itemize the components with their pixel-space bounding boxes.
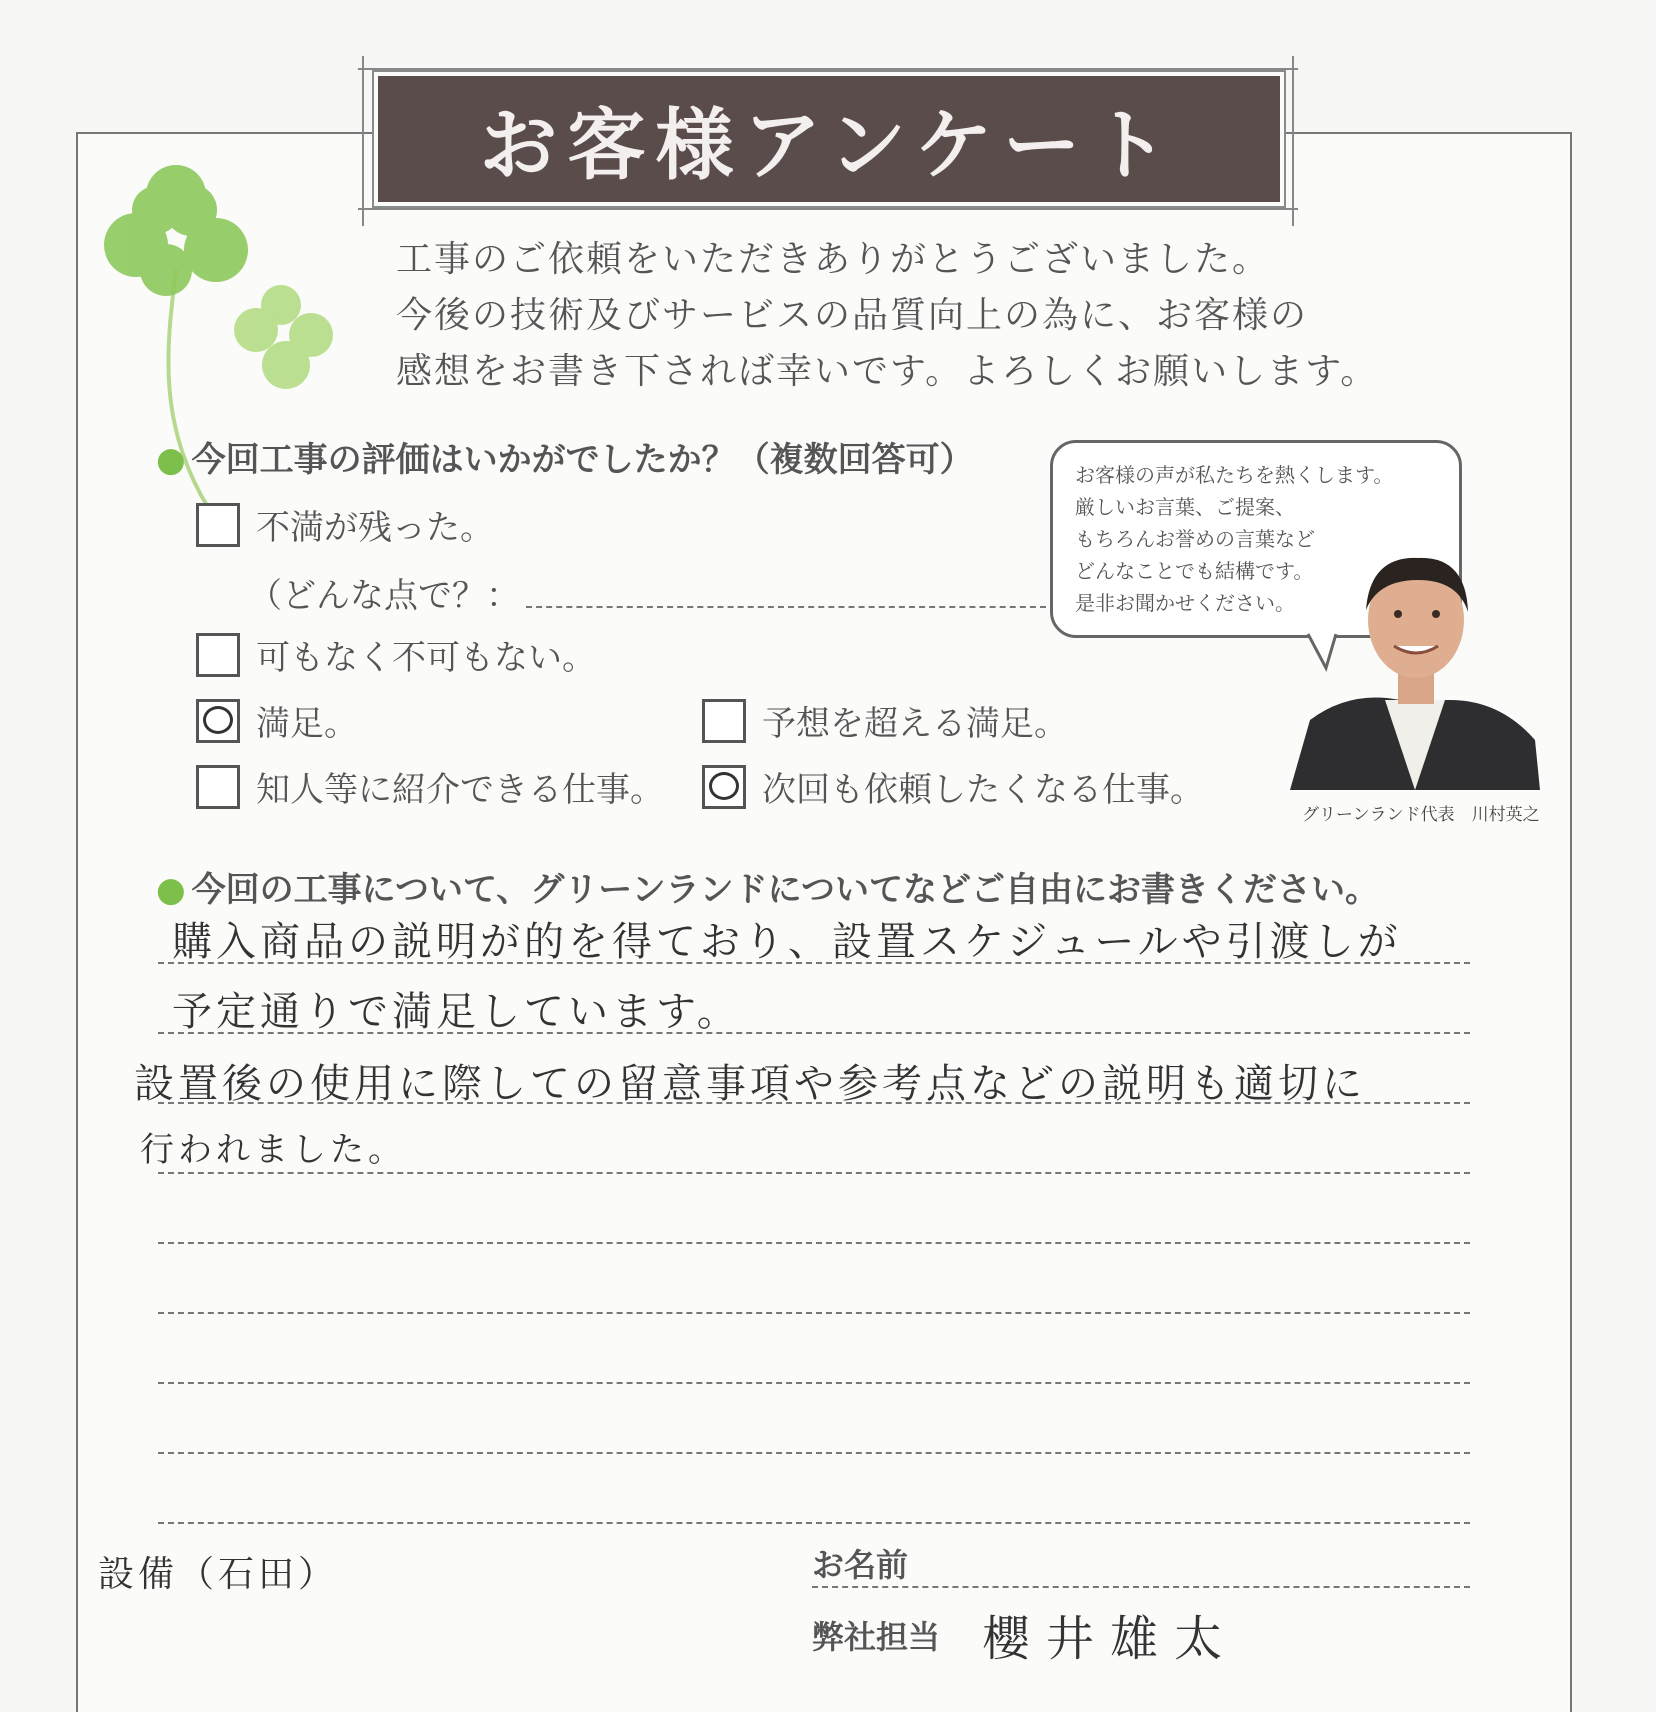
register-line-right: [1292, 56, 1294, 226]
option-label: 不満が残った。: [256, 508, 494, 548]
option-label: 知人等に紹介できる仕事。: [256, 770, 664, 810]
bullet-icon: ●: [156, 870, 186, 910]
register-line-bottom: [358, 208, 1298, 210]
question-1-text: 今回工事の評価はいかがでしたか？（複数回答可）: [191, 440, 974, 480]
hand-drawn-circle-icon: [709, 772, 739, 800]
detail-line: [248, 568, 1090, 617]
checkbox[interactable]: [196, 503, 240, 547]
hand-drawn-circle-icon: [203, 706, 233, 734]
intro-text: [396, 232, 1378, 400]
answer-line: [158, 1522, 1470, 1524]
handwritten-answer-line: 行われました。: [140, 1130, 406, 1170]
staff-name: 櫻井雄太: [982, 1611, 1239, 1667]
option-dissatisfied[interactable]: [196, 500, 494, 549]
answer-line: [158, 1172, 1470, 1174]
option-label: 満足。: [256, 704, 358, 744]
checkbox-checked[interactable]: [702, 765, 746, 809]
answer-line: [158, 1452, 1470, 1454]
checkbox[interactable]: [702, 699, 746, 743]
detail-input-line[interactable]: [526, 606, 1046, 608]
question-1-heading: [156, 432, 974, 481]
option-request-again[interactable]: [702, 762, 1204, 811]
option-satisfied[interactable]: [196, 696, 358, 745]
register-line-left: [362, 56, 364, 226]
detail-open-label: （どんな点で？：: [248, 576, 520, 616]
handwritten-answer-line: 予定通りで満足しています。: [172, 989, 741, 1035]
bubble-line: どんなことでも結構です。: [1075, 559, 1314, 583]
bubble-line: 厳しいお言葉、ご提案、: [1075, 495, 1295, 519]
question-2-text: 今回の工事について、グリーンランドについてなどご自由にお書きください。: [191, 870, 1379, 910]
answer-line: [158, 1312, 1470, 1314]
survey-title: お客様アンケート: [479, 101, 1179, 191]
staff-label: 弊社担当: [812, 1618, 941, 1656]
register-line-top: [358, 68, 1298, 70]
checkbox-checked[interactable]: [196, 699, 240, 743]
intro-line: 今後の技術及びサービスの品質向上の為に、お客様の: [396, 295, 1309, 336]
option-beyond-expectations[interactable]: [702, 696, 1068, 745]
question-2-heading: [156, 862, 1379, 911]
option-neutral[interactable]: [196, 630, 596, 679]
checkbox[interactable]: [196, 765, 240, 809]
name-label: お名前: [812, 1546, 909, 1584]
handwritten-answer-line: 設置後の使用に際しての留意事項や参考点などの説明も適切に: [134, 1061, 1366, 1107]
checkbox[interactable]: [196, 633, 240, 677]
option-recommendable[interactable]: [196, 762, 664, 811]
bullet-icon: ●: [156, 440, 186, 480]
intro-line: 感想をお書き下されば幸いです。よろしくお願いします。: [396, 351, 1379, 392]
answer-line: [158, 1242, 1470, 1244]
name-line[interactable]: [812, 1586, 1470, 1588]
intro-line: 工事のご依頼をいただきありがとうございました。: [396, 239, 1271, 280]
department-note: 設備（石田）: [98, 1554, 339, 1595]
bubble-line: 是非お聞かせください。: [1075, 591, 1295, 615]
option-label: 予想を超える満足。: [762, 704, 1068, 744]
representative-caption: グリーンランド代表 川村英之: [1302, 805, 1540, 825]
option-label: 可もなく不可もない。: [256, 638, 596, 678]
representative-photo: [1290, 550, 1540, 790]
bubble-line: お客様の声が私たちを熱くします。: [1075, 463, 1394, 487]
survey-title-banner: [378, 76, 1280, 202]
bubble-line: もちろんお誉めの言葉など: [1075, 527, 1315, 551]
option-label: 次回も依頼したくなる仕事。: [762, 770, 1204, 810]
handwritten-answer-line: 購入商品の説明が的を得ており、設置スケジュールや引渡しが: [172, 919, 1402, 965]
answer-line: [158, 1382, 1470, 1384]
